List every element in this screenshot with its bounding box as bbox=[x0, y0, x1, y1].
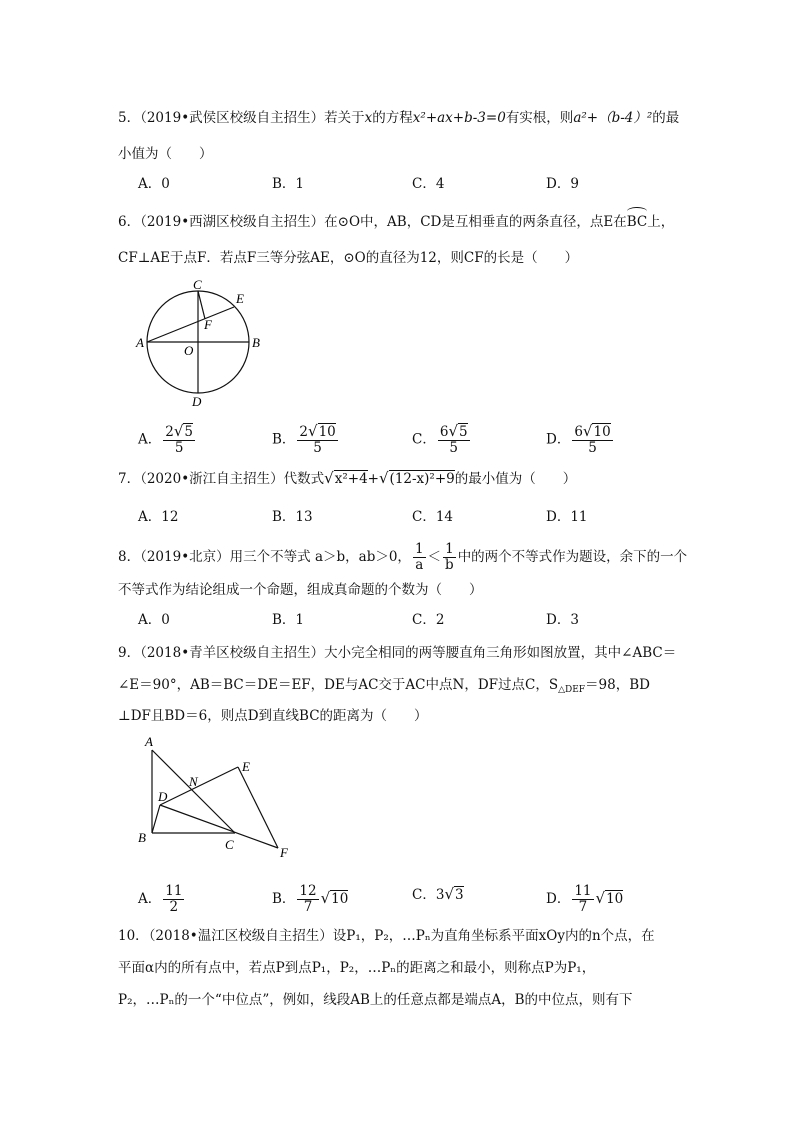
question-9-line-3: ⊥DF且BD＝6，则点D到直线BC的距离为（ ） bbox=[118, 708, 428, 724]
label-e: E bbox=[236, 291, 244, 306]
label-f: F bbox=[280, 845, 288, 860]
option-d[interactable]: D．3 bbox=[546, 612, 579, 628]
question-source: （2020•浙江自主招生） bbox=[140, 471, 284, 487]
option-d[interactable]: D． $\frac{11}{7}$ √10 bbox=[546, 883, 624, 915]
label-b: B bbox=[138, 830, 146, 845]
question-number: 7． bbox=[118, 471, 141, 487]
option-b[interactable]: B．13 bbox=[272, 509, 313, 525]
label-d: D bbox=[192, 394, 202, 409]
option-c[interactable]: C．2 bbox=[412, 612, 445, 628]
question-number: 8． bbox=[118, 549, 141, 565]
question-number: 10． bbox=[118, 928, 149, 944]
option-c[interactable]: C． $\frac{6√5}{5}$ bbox=[412, 422, 468, 456]
option-b[interactable]: B． $\frac{2√10}{5}$ bbox=[272, 422, 336, 456]
question-8-line-1: 8．（2019•北京）用三个不等式 a＞b，ab＞0， $\frac{1}{a}$ ＜ $\frac{1}{b}$ 中的两个不等式作为题设，余下的一个 bbox=[118, 541, 688, 573]
question-6-line-1: 6．（2019•西湖区校级自主招生）在⊙O中，AB，CD是互相垂直的两条直径，点E在BC上， bbox=[118, 214, 675, 230]
option-d[interactable]: D．11 bbox=[546, 509, 588, 525]
question-5-line-2: 小值为（ ） bbox=[118, 146, 213, 162]
question-10-line-1: 10．（2018•温江区校级自主招生）设P₁，P₂，…Pₙ为直角坐标系平面xOy内的n个点，在 bbox=[118, 928, 655, 944]
label-f: F bbox=[204, 317, 212, 332]
label-b: B bbox=[252, 335, 260, 350]
option-a[interactable]: A．12 bbox=[138, 509, 179, 525]
question-5-line-1: 5．（2019•武侯区校级自主招生）若关于x的方程x²+ax+b-3=0有实根，则a²+（b-4）²的最 bbox=[118, 110, 680, 126]
option-c[interactable]: C．14 bbox=[412, 509, 454, 525]
option-a[interactable]: A． $\frac{11}{2}$ bbox=[138, 883, 183, 915]
question-10-line-3: P₂，…Pₙ的一个“中位点”，例如，线段AB上的任意点都是端点A，B的中位点，则有下 bbox=[118, 992, 633, 1008]
option-c[interactable]: C．4 bbox=[412, 176, 445, 192]
question-number: 6． bbox=[118, 214, 141, 230]
label-c: C bbox=[193, 277, 202, 292]
option-d[interactable]: D．9 bbox=[546, 176, 579, 192]
question-source: （2019•北京） bbox=[140, 549, 230, 565]
question-source: （2019•武侯区校级自主招生） bbox=[140, 110, 325, 126]
label-n: N bbox=[189, 774, 198, 789]
label-e: E bbox=[242, 759, 250, 774]
label-a: A bbox=[136, 335, 144, 350]
option-b[interactable]: B．1 bbox=[272, 176, 305, 192]
label-c: C bbox=[225, 837, 234, 852]
question-source: （2018•青羊区校级自主招生） bbox=[140, 645, 325, 661]
question-number: 5． bbox=[118, 110, 141, 126]
question-8-line-2: 不等式作为结论组成一个命题，组成真命题的个数为（ ） bbox=[118, 582, 483, 598]
option-b[interactable]: B．1 bbox=[272, 612, 305, 628]
option-c[interactable]: C．3√3 bbox=[412, 885, 464, 903]
option-b[interactable]: B． $\frac{12}{7}$ √10 bbox=[272, 883, 349, 915]
question-source: （2019•西湖区校级自主招生） bbox=[140, 214, 325, 230]
question-9-line-2: ∠E＝90°，AB＝BC＝DE＝EF，DE与AC交于AC中点N，DF过点C，$S_{\triangle DEF}=98$，BD bbox=[118, 677, 650, 695]
question-9-line-1: 9．（2018•青羊区校级自主招生）大小完全相同的两等腰直角三角形如图放置，其中∠ABC＝ bbox=[118, 645, 677, 661]
label-a: A bbox=[145, 734, 153, 749]
arc-bc: BC bbox=[626, 214, 648, 230]
option-a[interactable]: A．0 bbox=[138, 612, 170, 628]
triangles-figure bbox=[132, 730, 297, 865]
question-6-line-2: CF⊥AE于点F．若点F三等分弦AE，⊙O的直径为12，则CF的长是（ ） bbox=[118, 250, 579, 266]
option-a[interactable]: A．0 bbox=[138, 176, 170, 192]
circle-figure bbox=[130, 275, 270, 415]
label-d: D bbox=[158, 789, 168, 804]
option-a[interactable]: A． $\frac{2√5}{5}$ bbox=[138, 422, 193, 456]
option-d[interactable]: D． $\frac{6√10}{5}$ bbox=[546, 422, 611, 456]
question-source: （2018•温江区校级自主招生） bbox=[148, 928, 333, 944]
question-number: 9． bbox=[118, 645, 141, 661]
question-10-line-2: 平面α内的所有点中，若点P到点P₁，P₂，…Pₙ的距离之和最小，则称点P为P₁， bbox=[118, 960, 596, 976]
question-7-line-1: 7．（2020•浙江自主招生）代数式√x²+4+√(12-x)²+9的最小值为（ ） bbox=[118, 469, 577, 487]
label-o: O bbox=[184, 343, 194, 358]
